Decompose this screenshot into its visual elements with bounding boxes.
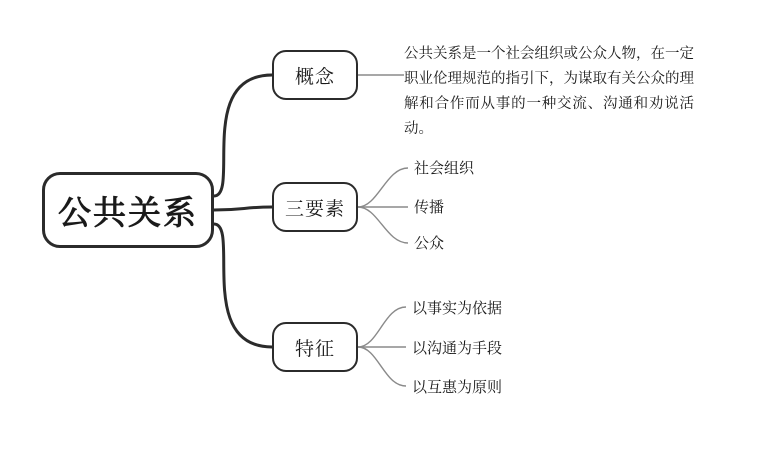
- link-root-to-branch-2: [214, 224, 272, 347]
- leaf-mutual-benefit[interactable]: 以互惠为原则: [412, 378, 503, 396]
- branch-node-characteristics[interactable]: [272, 322, 358, 372]
- branch-node-label: 三要素: [284, 197, 345, 220]
- branch-node-concept[interactable]: [272, 50, 358, 100]
- concept-description: 公共关系是一个社会组织或公众人物，在一定职业伦理规范的指引下，为谋取有关公众的理解和合作而从事的一种交流、沟通和劝说活动。: [404, 46, 694, 137]
- leaf-communication[interactable]: 传播: [414, 198, 445, 216]
- root-node[interactable]: [42, 172, 214, 248]
- branch-node-three-elements[interactable]: [272, 182, 358, 232]
- branch-node-label: 特征: [294, 337, 335, 360]
- leaf-fact-based[interactable]: 以事实为依据: [412, 299, 503, 317]
- root-node-label: 公共关系: [58, 192, 198, 232]
- link-branch-2-to-leaf-0: [358, 307, 406, 347]
- link-branch-1-to-leaf-0: [358, 168, 408, 207]
- branch-node-label: 概念: [294, 65, 335, 88]
- link-root-to-branch-0: [214, 75, 272, 196]
- leaf-social-organization[interactable]: 社会组织: [414, 159, 475, 177]
- link-branch-1-to-leaf-2: [358, 207, 408, 243]
- link-root-to-branch-1: [214, 207, 272, 210]
- leaf-communication-means[interactable]: 以沟通为手段: [412, 339, 503, 357]
- link-branch-2-to-leaf-2: [358, 347, 406, 386]
- leaf-public[interactable]: 公众: [414, 234, 445, 252]
